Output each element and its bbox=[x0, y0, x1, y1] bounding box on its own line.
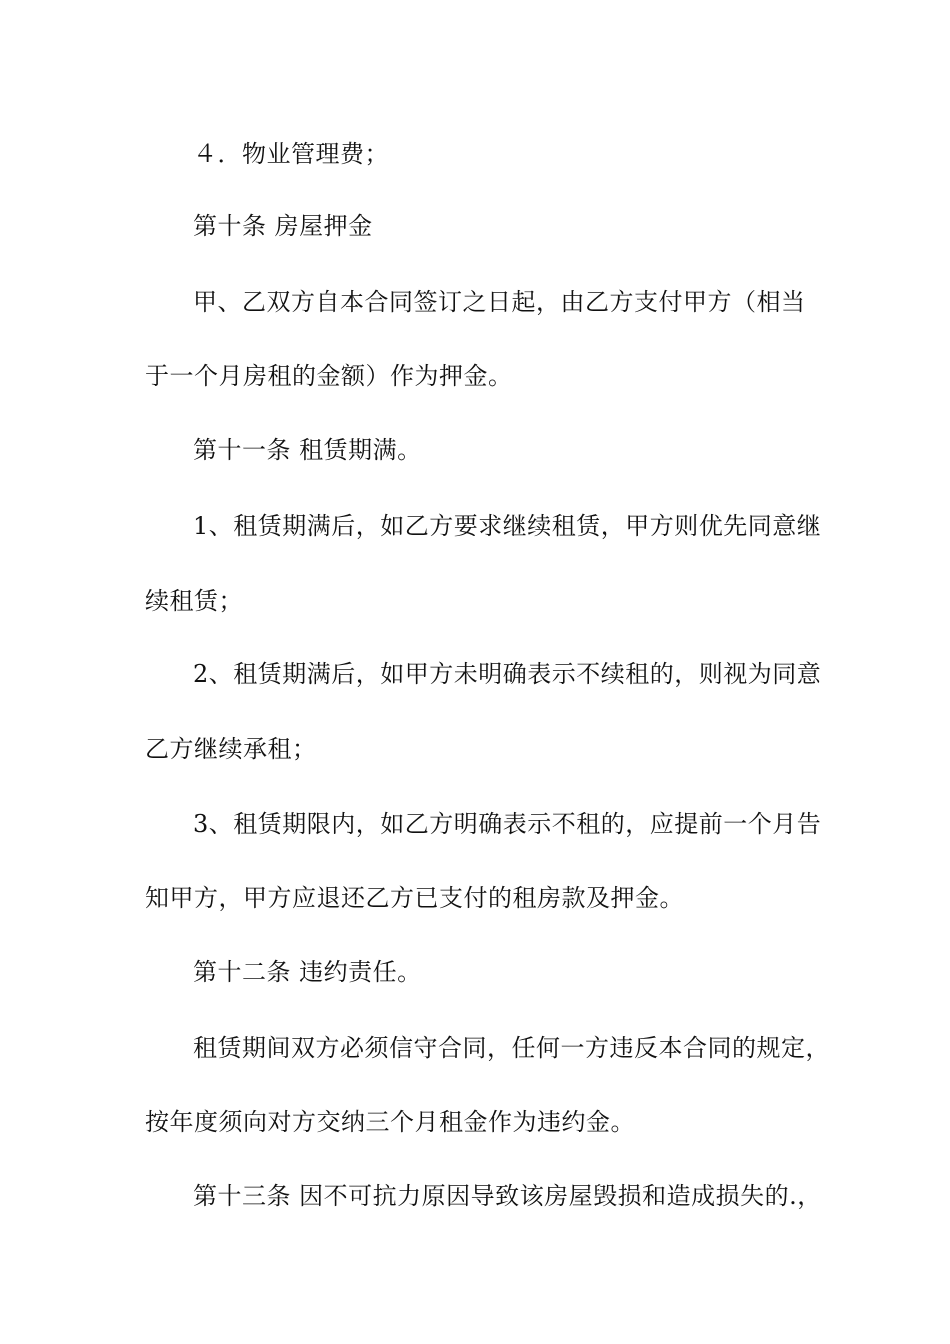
text-line: 乙方继续承租； bbox=[145, 735, 317, 763]
text-line: 3、租赁期限内，如乙方明确表示不租的，应提前一个月告 bbox=[193, 810, 822, 838]
text-line: 甲、乙双方自本合同签订之日起，由乙方支付甲方（相当 bbox=[193, 288, 806, 316]
text-line: 续租赁； bbox=[145, 587, 243, 615]
text-line: 知甲方，甲方应退还乙方已支付的租房款及押金。 bbox=[145, 884, 684, 912]
text-line: 租赁期间双方必须信守合同，任何一方违反本合同的规定， bbox=[193, 1034, 830, 1062]
section-heading: 第十二条 违约责任。 bbox=[193, 958, 422, 986]
section-heading: 第十三条 因不可抗力原因导致该房屋毁损和造成损失的.， bbox=[193, 1182, 822, 1210]
text-line: 2、租赁期满后，如甲方未明确表示不续租的，则视为同意 bbox=[193, 660, 822, 688]
text-line: ４．物业管理费； bbox=[193, 140, 389, 168]
text-line: 于一个月房租的金额）作为押金。 bbox=[145, 362, 513, 390]
section-heading: 第十一条 租赁期满。 bbox=[193, 436, 422, 464]
section-heading: 第十条 房屋押金 bbox=[193, 212, 373, 240]
text-line: 1、租赁期满后，如乙方要求继续租赁，甲方则优先同意继 bbox=[193, 512, 822, 540]
text-line: 按年度须向对方交纳三个月租金作为违约金。 bbox=[145, 1108, 635, 1136]
